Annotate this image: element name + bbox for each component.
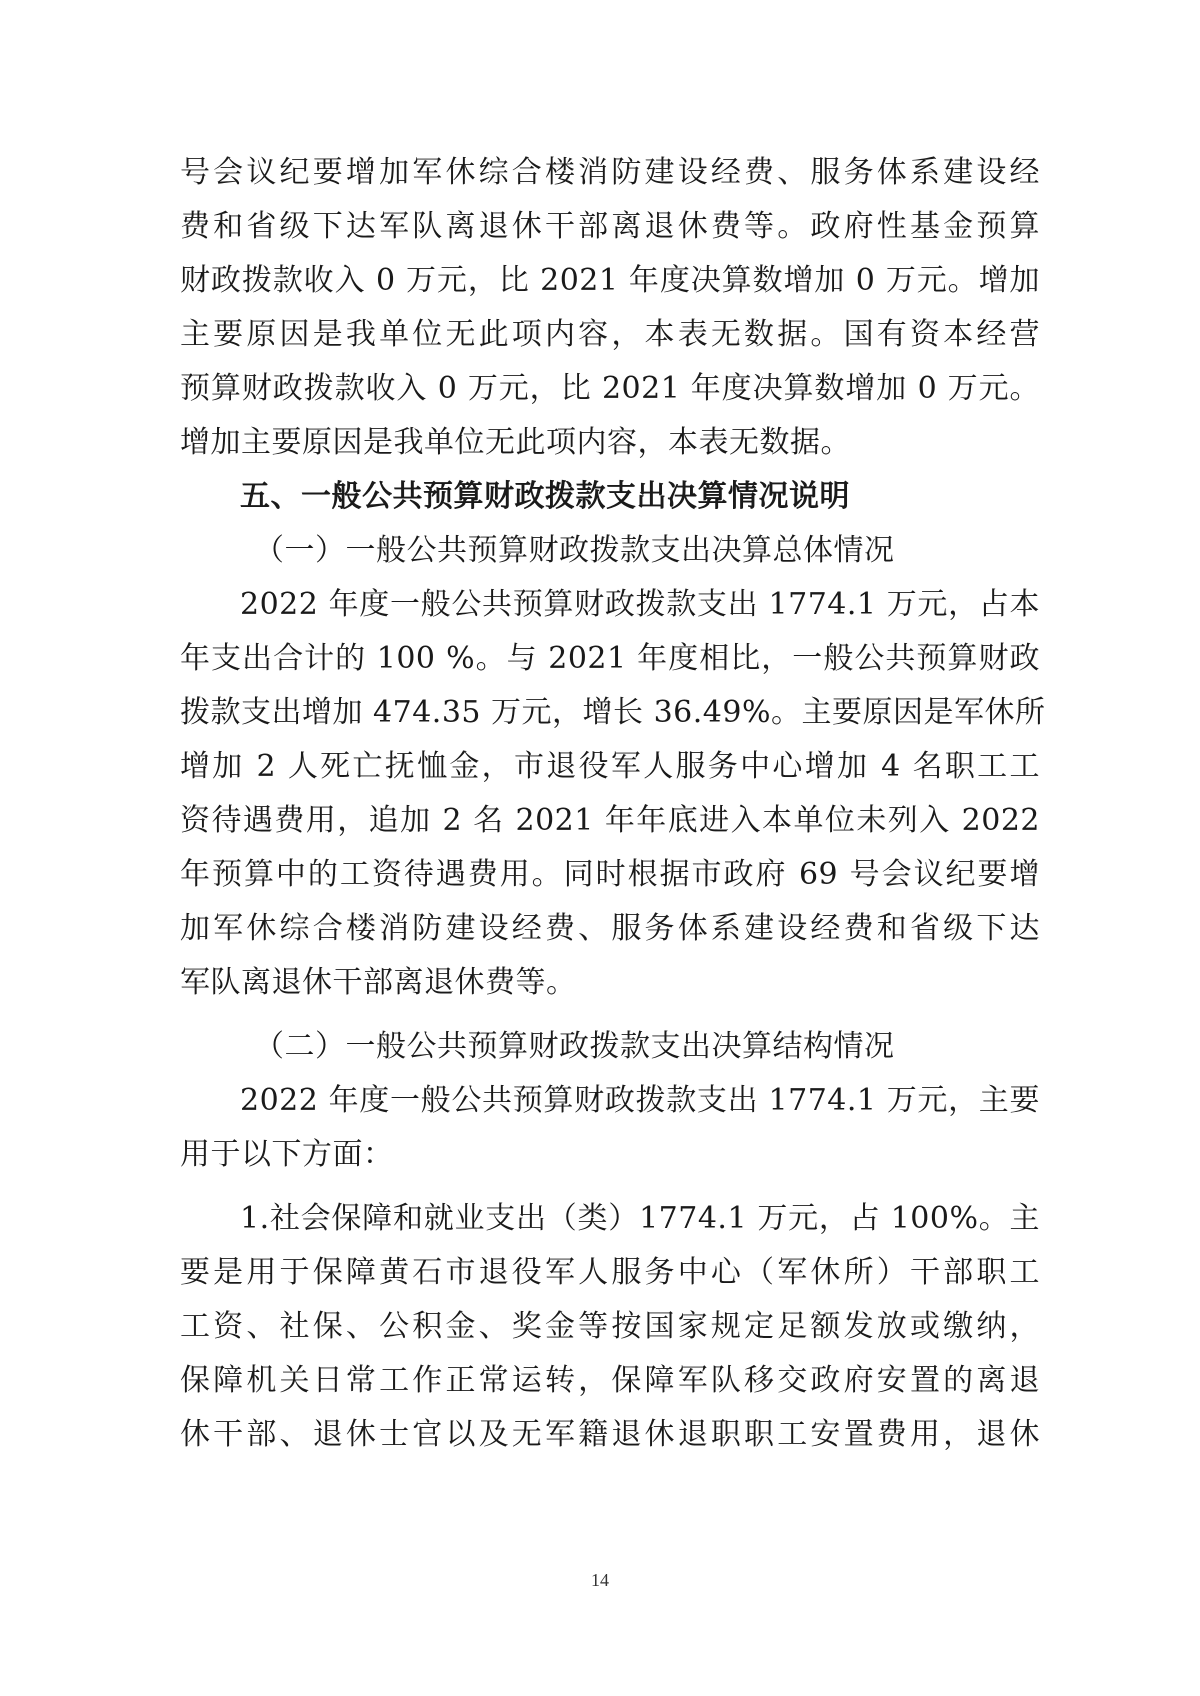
paragraph-line: 费和省级下达军队离退休干部离退休费等。政府性基金预算 (180, 209, 1040, 244)
subsection-heading: （二）一般公共预算财政拨款支出决算结构情况 (254, 1029, 895, 1064)
section-heading: 五、一般公共预算财政拨款支出决算情况说明 (240, 479, 850, 514)
paragraph-line: 2022 年度一般公共预算财政拨款支出 1774.1 万元，占本 (240, 587, 1040, 622)
page-number: 14 (591, 1570, 609, 1590)
paragraph-line: 主要原因是我单位无此项内容，本表无数据。国有资本经营 (180, 317, 1040, 352)
paragraph-line: 拨款支出增加 474.35 万元，增长 36.49%。主要原因是军休所 (180, 695, 1046, 730)
paragraph-line: 保障机关日常工作正常运转，保障军队移交政府安置的离退 (180, 1363, 1040, 1398)
paragraph-line: 年支出合计的 100 %。与 2021 年度相比，一般公共预算财政 (180, 641, 1040, 676)
paragraph-line: 增加 2 人死亡抚恤金，市退役军人服务中心增加 4 名职工工 (180, 749, 1040, 784)
paragraph-line: 预算财政拨款收入 0 万元，比 2021 年度决算数增加 0 万元。 (180, 371, 1040, 406)
paragraph-line: 1.社会保障和就业支出（类）1774.1 万元，占 100%。主 (240, 1201, 1040, 1236)
paragraph-line: 号会议纪要增加军休综合楼消防建设经费、服务体系建设经 (180, 155, 1040, 190)
paragraph-line: 年预算中的工资待遇费用。同时根据市政府 69 号会议纪要增 (180, 857, 1040, 892)
paragraph-line: 要是用于保障黄石市退役军人服务中心（军休所）干部职工 (180, 1255, 1040, 1290)
paragraph-line: 2022 年度一般公共预算财政拨款支出 1774.1 万元，主要 (240, 1083, 1040, 1118)
paragraph-line: 用于以下方面： (180, 1137, 394, 1172)
document-body (180, 146, 1046, 1462)
paragraph-line: 财政拨款收入 0 万元，比 2021 年度决算数增加 0 万元。增加 (180, 263, 1040, 298)
paragraph-line: 增加主要原因是我单位无此项内容，本表无数据。 (180, 425, 851, 460)
paragraph-line: 加军休综合楼消防建设经费、服务体系建设经费和省级下达 (180, 911, 1040, 946)
subsection-heading: （一）一般公共预算财政拨款支出决算总体情况 (254, 533, 895, 568)
paragraph-line: 工资、社保、公积金、奖金等按国家规定足额发放或缴纳， (180, 1309, 1040, 1344)
paragraph-line: 军队离退休干部离退休费等。 (180, 965, 577, 1000)
paragraph-line: 休干部、退休士官以及无军籍退休退职职工安置费用，退休 (180, 1417, 1040, 1452)
paragraph-line: 资待遇费用，追加 2 名 2021 年年底进入本单位未列入 2022 (180, 803, 1040, 838)
